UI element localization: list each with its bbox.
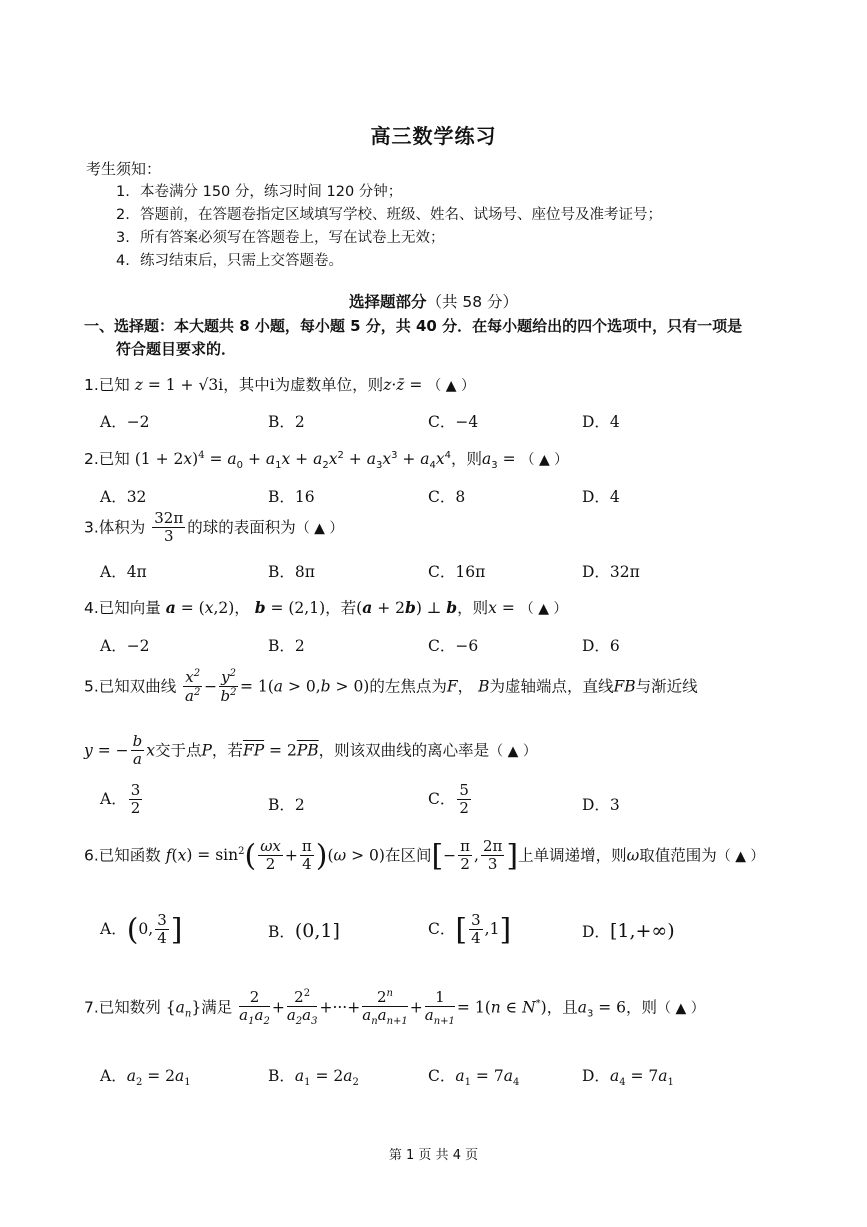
instruction-line-2: 符合题目要求的． <box>116 340 237 358</box>
question-5-line-2: y = − $\frac{b}{a}$ x交于点P，若$\overline{FP} = 2\overline{PB}$，则该双曲线的离心率是（ ▲ ） <box>84 732 537 769</box>
q7-option-b: B．$a_1 = 2a_2$ <box>268 1067 359 1089</box>
q7-option-d: D．$a_4 = 7a_1$ <box>582 1067 674 1089</box>
q1-option-c: C．−4 <box>428 413 479 431</box>
q6-option-a: A．(0, $\frac{3}{4}$ ] <box>100 911 183 948</box>
question-5: 5.已知双曲线 $\frac{x^2}{a^2}$ − $\frac{y^2}{b^2}$ = 1(a > 0,b > 0)的左焦点为F， B为虚轴端点，直线FB与渐近线 <box>84 668 698 706</box>
q7-option-a: A．$a_2 = 2a_1$ <box>100 1067 191 1089</box>
q3-option-a: A．4π <box>100 563 147 581</box>
question-1: 1.已知 z = 1 + √3i，其中i为虚数单位，则z·z̄ = （ ▲ ） <box>84 376 475 394</box>
q4-option-d: D．6 <box>582 637 620 655</box>
q6-option-b: B．(0,1] <box>268 920 340 942</box>
q5-option-b: B．2 <box>268 796 305 814</box>
q3-option-c: C．16π <box>428 563 486 581</box>
question-3: 3.体积为 $\frac{32\pi}{3}$ 的球的表面积为（ ▲ ） <box>84 509 344 546</box>
question-7: 7.已知数列 $\{a_n\}$满足 $\frac{2}{a_1a_2}$ + $\frac{2^2}{a_2a_3}$ +···+ $\frac{2^n}{a_na_{n+1}}$ + $\frac{1}{a_{n+1}}$ = 1(n ∈ N*)，且$a_3 = 6$，则（ ▲ ） <box>84 987 705 1028</box>
q2-option-b: B．16 <box>268 488 315 506</box>
q1-option-b: B．2 <box>268 413 305 431</box>
notice-item: 2. 答题前，在答题卷指定区域填写学校、班级、姓名、试场号、座位号及准考证号； <box>116 207 662 223</box>
page-title: 高三数学练习 <box>370 124 497 148</box>
q5-option-d: D．3 <box>582 796 620 814</box>
notice-item: 3. 所有答案必须写在答题卷上，写在试卷上无效； <box>116 230 445 246</box>
q4-option-a: A．−2 <box>100 637 150 655</box>
q2-option-c: C．8 <box>428 488 466 506</box>
section-heading: 选择题部分（共 58 分） <box>348 293 519 311</box>
notice-item: 4. 练习结束后，只需上交答题卷。 <box>116 253 343 269</box>
q3-option-d: D．32π <box>582 563 640 581</box>
q2-option-a: A．32 <box>100 488 147 506</box>
notice-heading: 考生须知： <box>86 160 162 178</box>
q6-option-c: C．[ $\frac{3}{4}$ ,1] <box>428 911 512 948</box>
question-2: 2.已知 $(1 + 2x)^4 = a_0 + a_1x + a_2x^2 + a_3x^3 + a_4x^4$，则$a_3$ = （ ▲ ） <box>84 449 569 472</box>
q5-option-c: C． $\frac{5}{2}$ <box>428 781 469 818</box>
question-4: 4.已知向量 a = (x,2)， b = (2,1)，若(a + 2b) ⊥ b，则x = （ ▲ ） <box>84 598 568 617</box>
instruction-line-1: 一、选择题：本大题共 8 小题，每小题 5 分，共 40 分．在每小题给出的四个选项中，只有一项是 <box>84 317 743 335</box>
q7-option-c: C．$a_1 = 7a_4$ <box>428 1067 520 1089</box>
q2-option-d: D．4 <box>582 488 620 506</box>
q5-option-a: A． $\frac{3}{2}$ <box>100 781 141 818</box>
page-footer: 第 1 页 共 4 页 <box>388 1148 479 1163</box>
q4-option-c: C．−6 <box>428 637 479 655</box>
q4-option-b: B．2 <box>268 637 305 655</box>
q6-option-d: D．[1,+∞) <box>582 920 675 942</box>
notice-item: 1. 本卷满分 150 分，练习时间 120 分钟； <box>116 184 403 200</box>
q3-option-b: B．8π <box>268 563 315 581</box>
question-6: 6.已知函数 $f(x) = \sin^2$( $\frac{\omega x}{2}$ + $\frac{\pi}{4}$ )(ω > 0)在区间[− $\frac{\pi}{2}$ , $\frac{2\pi}{3}$ ]上单调递增，则ω取值范围为（ ▲ ） <box>84 837 765 874</box>
q1-option-a: A．−2 <box>100 413 150 431</box>
q1-option-d: D．4 <box>582 413 620 431</box>
